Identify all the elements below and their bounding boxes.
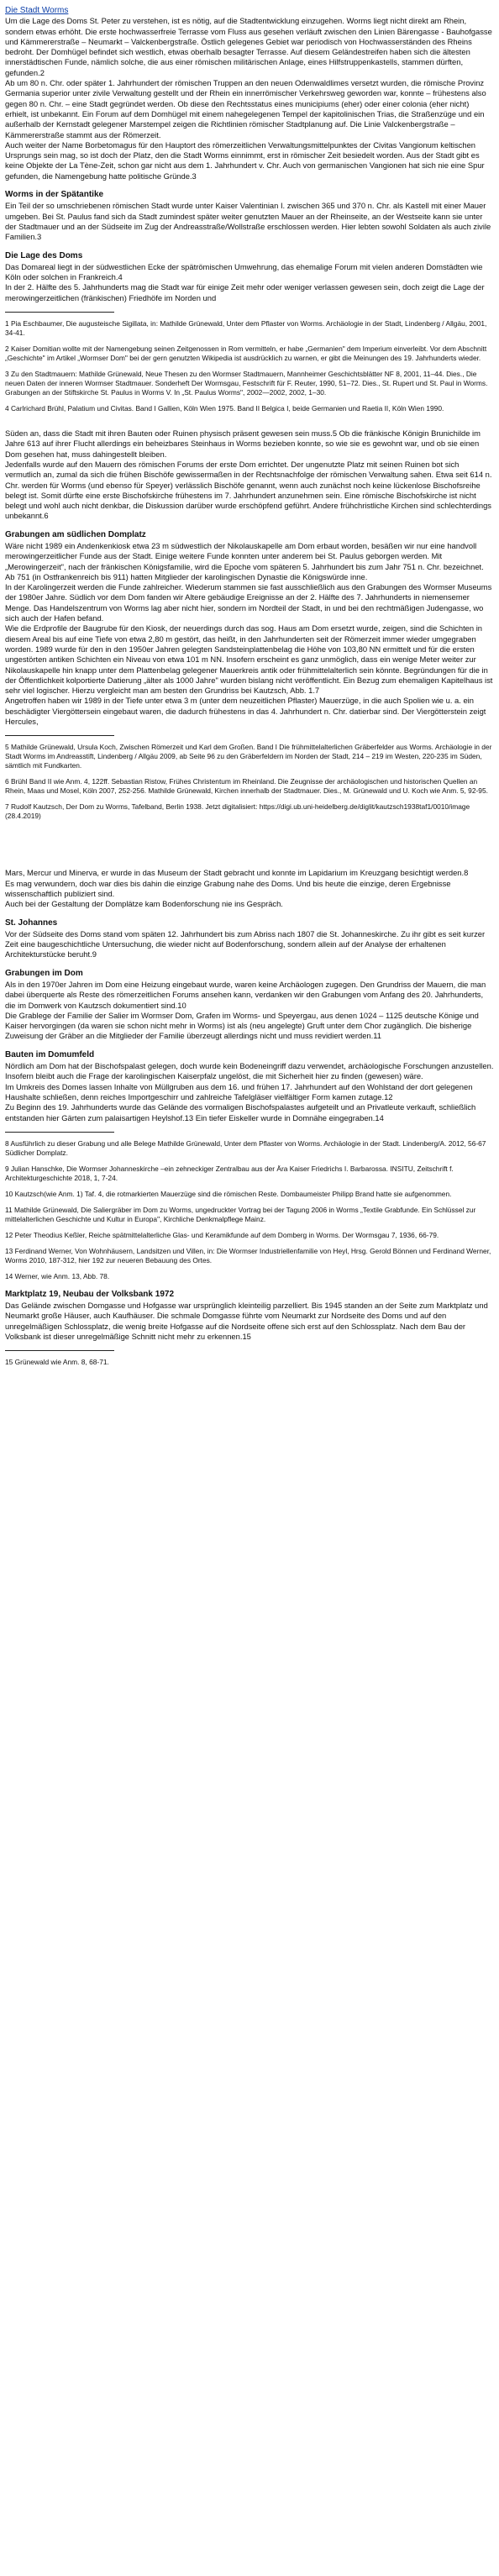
footnote-divider: [5, 1350, 114, 1351]
paragraph: Das Domareal liegt in der südwestlichen Ecke der spätrömischen Umwehrung, das ehemalige Forum mit vielen anderen Domstädten wie Köln oder solchen in Frankreich.4: [5, 261, 483, 282]
paragraph: Es mag verwundern, doch war dies bis dahin die einzige Grabung nahe des Doms. Und bis heute die einzige, deren Ergebnisse wissenschaftlich publiziert sind.: [5, 878, 451, 898]
paragraph: Jedenfalls wurde auf den Mauern des römischen Forums der erste Dom errichtet. Der ungenutzte Platz mit seinen Ruinen bot sich vermutlich an, zumal da sich die frühen Bischöfe gewissermaßen in der Rechtsnachfolge der römischen Verwaltung sahen. Etwa seit 614 n. Chr. werden für Worms (und ebenso für Speyer) verlässlich Bischöfe genannt, wenn auch zunächst noch keine lückenlose Bischofsreihe belegt ist. Somit dürfte eine erste Bischofskirche frühestens im 7. Jahrhundert anzunehmen sein. Eine römische Bischofskirche ist nicht belegt und wohl auch nicht denkbar, die Diskussion darüber wurde erschöpfend geführt. Andere frühchristliche Kirchen sind schlechterdings unbekannt.6: [5, 459, 492, 521]
paragraph: Wie die Erdprofile der Baugrube für den Kiosk, der neuerdings durch das sog. Haus am Dom ersetzt wurde, zeigen, sind die Schichten in diesem Areal bis auf eine Tiefe von etwa 2,80 m gestört, das heißt, in den Jahrhunderten seit der Römerzeit immer wieder umgegraben worden. 1989 wurde für den in den 1950er Jahren gelegten Sandsteinplattenbelag die Höhe von 103,80 NN ermittelt und für die ersten ungestörten antiken Schichten ein Niveau von etwa 101 m NN. Insofern erscheint es ganz unmöglich, dass ein wenige Meter weiter zur Nikolauskapelle hin knapp unter dem Plattenbelag gelegener Mauerkreis antik oder frühmittelalterlich sein könnte. Begründungen für die in der Öffentlichkeit kolportierte Datierung „älter als 1000 Jahre" wurden bislang nicht veröffentlicht. Ein Bezug zum ehemaligen Kapitelhaus ist sehr viel logischer. Hierzu vergleicht man am besten den Grundriss bei Kautzsch, Abb. 1.7: [5, 623, 493, 696]
footnote: 2 Kaiser Domitian wollte mit der Namengebung seinen Zeitgenossen in Rom vermitteln, er habe „Germanien" dem Imperium einverleibt. Vor dem Abschnitt „Geschichte" im Artikel „Wormser Dom" bei der gern genutzten Wikipedia ist ausdrücklich zu warnen, er gibt die Meinungen des 19. Jahrhunderts wieder.: [5, 344, 487, 363]
intro-section: [5, 16, 494, 181]
footnote-divider: [5, 735, 114, 736]
footnote: 9 Julian Hanschke, Die Wormser Johanneskirche –ein zehneckiger Zentralbau aus der Ära Kaiser Friedrichs I. Barbarossa. INSITU, Zeitschrift f. Architekturgeschichte 2018, 1, 7-24.: [5, 1164, 454, 1182]
section-heading: Die Lage des Doms: [5, 250, 83, 260]
footnote: 1 Pia Eschbaumer, Die augusteische Sigillata, in: Mathilde Grünewald, Unter dem Pflaster von Worms. Archäologie in der Stadt, Lindenberg / Allgäu, 2001, 34-41.: [5, 319, 487, 338]
paragraph: Das Gelände zwischen Domgasse und Hofgasse war ursprünglich kleinteilig parzelliert. Bis 1945 standen an der Seite zum Marktplatz und Neumarkt große Häuser, auch Kaufhäuser. Die schmale Domgasse führte vom Neumarkt zur Nordseite des Doms und auf den unregelmäßigen Schlossplatz, die wenig breite Hofgasse auf die Nordseite offene sich erst auf den Schlossplatz. Nach dem Bau der Volksbank ist dieser unregelmäßige Schnitt nicht mehr zu erkennen.15: [5, 1301, 488, 1342]
paragraph: In der Karolingerzeit werden die Funde zahlreicher. Wiederum stammen sie fast ausschließlich aus den Grabungen des Wormser Museums der 1980er Jahre. Südlich vor dem Dom fanden wir Altere gebäudige Ereignisse an der 2. Hälfte des 7. Jahrhunderts in niemensemer Menge. Das Handelszentrum von Worms lag aber nicht hier, sondern im Nordteil der Stadt, in und bei den rechtmäßigen Judengasse, wo sich auch der Hafen befand.: [5, 582, 492, 623]
paragraph: Im Umkreis des Domes lassen Inhalte von Müllgruben aus dem 16. und frühen 17. Jahrhundert auf den Wohlstand der dort gelegenen Haushalte schließen, denn reiches Importgeschirr und zahlreiche Tafelgläser vielfältiger Form kamen zutage.12: [5, 1081, 473, 1101]
section-heading: Worms in der Spätantike: [5, 190, 104, 200]
footnote: 5 Mathilde Grünewald, Ursula Koch, Zwischen Römerzeit und Karl dem Großen. Band I Die frühmittelalterlichen Gräberfelder aus Worms. Archäologie in der Stadt Worms im Andreasstift, Lindenberg / Allgäu 2009, ab Seite 96 zu den Gräberfeldern im Norden der Stadt, 214 – 219 im Westen, 220-235 im Süden, sämtlich mit Fundkarten.: [5, 743, 492, 770]
paragraph: Als in den 1970er Jahren im Dom eine Heizung eingebaut wurde, waren keine Archäologen zugegen. Den Grundriss der Mauern, die man dabei überquerte als Reste des römerzeitlichen Forums ansehen kann, verdanken wir den Grabungen vom Anfang des 20. Jahrhunderts, die im Domwerk von Kautzsch dokumentiert sind.10: [5, 980, 486, 1010]
section-heading: Marktplatz 19, Neubau der Volksbank 1972: [5, 1289, 175, 1299]
paragraph: Wäre nicht 1989 ein Andenkenkiosk etwa 23 m südwestlich der Nikolauskapelle am Dom erbaut worden, besäßen wir nur eine handvoll merowingerzeitlicher Funde aus der Stadt. Einige weitere Funde konnten unter anderem bei St. Paulus geborgen werden. Mit „Merowingerzeit", nach der fränkischen Königsfamilie, wird die Epoche vom späteren 5. Jahrhundert bis zum Jahr 751 n. Chr. bezeichnet. Ab 751 (in Ostfrankenreich bis 911) hatten Mitglieder der karolingischen Dynastie die Königswürde inne.: [5, 540, 484, 581]
page-break: [5, 828, 494, 868]
footnote: 11 Mathilde Grünewald, Die Saliergräber im Dom zu Worms, ungedruckter Vortrag bei der Tagung 2006 in Worms „Textile Grabfunde. Ein Schlüssel zur mittelalterlichen Geschichte und Kultur in Europa", Kirchliche Denkmalpflege Mainz.: [5, 1205, 476, 1223]
footnote: 7 Rudolf Kautzsch, Der Dom zu Worms, Tafelband, Berlin 1938. Jetzt digitalisiert: https://digi.ub.uni-heidelberg.de/diglit/kautzsch1938taf1/0010/image (28.4.2019): [5, 802, 470, 821]
footnote: 8 Ausführlich zu dieser Grabung und alle Belege Mathilde Grünewald, Unter dem Pflaster von Worms. Archäologie in der Stadt. Lindenberg/A. 2012, 56-67 Südlicher Domplatz.: [5, 1138, 486, 1157]
footnote: 15 Grünewald wie Anm. 8, 68-71.: [5, 1358, 109, 1367]
footnote: 10 Kautzsch(wie Anm. 1) Taf. 4, die rotmarkierten Mauerzüge sind die römischen Reste. Dombaumeister Philipp Brand hatte sie aufgenommen.: [5, 1189, 452, 1198]
paragraph: Auch bei der Gestaltung der Domplätze kam Bodenforschung nie ins Gespräch.: [5, 899, 283, 909]
paragraph: In der 2. Hälfte des 5. Jahrhunderts mag die Stadt war für einige Zeit mehr oder weniger verlassen gewesen sein, doch zeigt die Lage der merowingerzeitlichen (fränkischen) Friedhöfe im Norden und: [5, 282, 485, 302]
paragraph: Süden an, dass die Stadt mit ihren Bauten oder Ruinen physisch präsent gewesen sein muss.5 Ob die fränkische Königin Brunichilde im Jahre 613 auf ihrer Flucht allerdings ein beheizbares Steinhaus in Worms bezieben konnte, so wie sie es gewohnt war, und ob sie einen Dom gesehen hat, muss dahingestellt bleiben.: [5, 428, 481, 459]
footnote: 13 Ferdinand Werner, Von Wohnhäusern, Landsitzen und Villen, in: Die Wormser Industriellenfamilie von Heyl, Hrsg. Gerold Bönnen und Ferdinand Werner, Worms 2010, 187-312, hier 192 zur neueren Bebauung des Ortes.: [5, 1246, 491, 1264]
footnote: 4 Carlrichard Brühl, Palatium und Civitas. Band I Gallien, Köln Wien 1975. Band II Belgica I, beide Germanien und Raetia II, Köln Wien 1990.: [5, 404, 444, 413]
footnote: 12 Peter Theodius Keßler, Reiche spätmittelalterliche Glas- und Keramikfunde auf dem Domberg in Worms. Der Wormsgau 7, 1936, 66-79.: [5, 1230, 439, 1239]
paragraph: Um die Lage des Doms St. Peter zu verstehen, ist es nötig, auf die Stadtentwicklung einzugehen. Worms liegt nicht direkt am Rhein, sondern etwas erhöht. Die erste hochwasserfreie Terrasse vom Fluss aus gesehen verläuft zwischen den Linien Bärengasse - Bauhofgasse und Kämmererstraße – Neumarkt – Valckenbergstraße. Östlich gelegenes Gebiet war periodisch von Hochwasserständen des Rheins bedroht. Der Domhügel befindet sich westlich, etwas oberhalb besagter Terrasse. Auf diesem Geländestreifen haben sich die ältesten innerstädtischen Funde, nämlich solche, die aus einer römischen militärischen Anlage, eines Hilfstruppenkastells, stammen dürften, gefunden.2: [5, 16, 492, 77]
footnote: 3 Zu den Stadtmauern: Mathilde Grünewald, Neue Thesen zu den Wormser Stadtmauern, Mannheimer Geschichtsblätter NF 8, 2001, 11–44. Dies., Die neuen Daten der inneren Wormser Stadtmauer. Sonderheft Der Wormsgau, Festschrift für F. Reuter, 1990, 51–72. Dies., St. Rupert und St. Paul in Worms. Grabungen an der Stiftskirche St. Paulus in Worms V. In „St. Paulus Worms", 2002—2002, 2002, 1–30.: [5, 370, 488, 397]
paragraph: Die Grablege der Familie der Salier im Wormser Dom, Grafen im Worms- und Speyergau, aus denen 1024 – 1125 deutsche Könige und Kaiser hervorgingen (da waren sie schon nicht mehr in Worms) ist als (neu angelegte) Gruft unter dem Chor zugänglich. Die bisherige Zuweisung der Gräber an die Mitglieder der Familie überzeugt allerdings nicht und muss revidiert werden.11: [5, 1010, 479, 1041]
paragraph: Mars, Mercur und Minerva, er wurde in das Museum der Stadt gebracht und konnte im Lapidarium im Kreuzgang besichtigt werden.8: [5, 868, 469, 878]
title-link[interactable]: Die Stadt Worms: [5, 6, 69, 15]
paragraph: Vor der Südseite des Doms stand vom späten 12. Jahrhundert bis zum Abriss nach 1807 die St. Johanneskirche. Zu ihr gibt es seit kurzer Zeit eine baugeschichtliche Untersuchung, die wieder nicht auf Bodenforschung, sondern allein auf der Analyse der erhaltenen Architekturstücke beruht.9: [5, 928, 486, 959]
section-heading: Grabungen im Dom: [5, 968, 83, 978]
page-break: [5, 420, 494, 428]
paragraph: Angetroffen haben wir 1989 in der Tiefe unter etwa 3 m (unter dem neuzeitlichen Pflaster) Mauerzüge, in die auch Spolien wie u. a. ein beschädigter Viergöttersein eingebaut waren, die dadurch frühestens in das 4. Jahrhundert n. Chr. datierbar sind. Der Viergötterstein zeigt Hercules,: [5, 696, 486, 727]
section-heading: Grabungen am südlichen Domplatz: [5, 529, 146, 539]
paragraph: Nördlich am Dom hat der Bischofspalast gelegen, doch wurde kein Bodeneingriff dazu verwendet, archäologische Forschungen anzustellen. Insofern bleibt auch die Frage der karolingischen Kaiserpfalz ungelöst, die mit Sicherheit hier zu finden (gewesen) wäre.: [5, 1061, 494, 1081]
section-heading: Bauten im Domumfeld: [5, 1049, 95, 1059]
paragraph: Zu Beginn des 19. Jahrhunderts wurde das Gelände des vormaligen Bischofspalastes aufgeteilt und an Privatleute verkauft, schließlich entstanden hier Gärten zum palaisartigen Heylshof.13 Ein tiefer Eiskeller wurde in Domnähe eingegraben.14: [5, 1102, 476, 1122]
footnote: 6 Brühl Band II wie Anm. 4, 122ff. Sebastian Ristow, Frühes Christentum im Rheinland. Die Zeugnisse der archäologischen und historischen Quellen an Rhein, Maas und Mosel, Köln 2007, 252-256. Mathilde Grünewald, Kirchen innerhalb der Stadtmauer. Dies., M. Grünewald und U. Koch wie Anm. 5, 92-95.: [5, 777, 488, 796]
footnote-divider: [5, 312, 114, 313]
section-heading: St. Johannes: [5, 917, 58, 928]
paragraph: Auch weiter der Name Borbetomagus für den Hauptort des römerzeitlichen Verwaltungsmittelpunktes der Civitas Vangionum keltischen Ursprungs sein mag, so ist doch der Platz, den die Stadt Worms einnimmt, erst in römischer Zeit besiedelt worden. Aus der Stadt gibt es keine Objekte der La Tène-Zeit, schon gar nicht aus dem 1. Jahrhundert v. Chr. Auch von germanischen Vangionen hat sich nie eine Spur gefunden, die Namengebung hatte politische Gründe.3: [5, 139, 485, 181]
footnote-divider: [5, 1132, 114, 1133]
paragraph: Ein Teil der so umschriebenen römischen Stadt wurde unter Kaiser Valentinian I. zwischen 365 und 370 n. Chr. als Kastell mit einer Mauer umgeben. Bei St. Paulus fand sich da Stadt zumindest später weiter genutzten Mauer an der Rheinseite, an der Westseite kann sie unter der Stadtmauer und an der Südseite im Zug der Andreasstraße/Wollstraße erschlossen werden. Hier lebten sowohl Soldaten als auch zivile Familien.3: [5, 201, 491, 242]
paragraph: Ab um 80 n. Chr. oder später 1. Jahrhundert der römischen Truppen an den neuen Odenwaldlimes versetzt wurden, die römische Provinz Germania superior unter zivile Verwaltung gestellt und der Rhein ein innerrömischer Verkehrsweg geworden war, konnte – frühestens also gegen 80 n. Chr. – eine Stadt gegründet werden. Ob diese den Rechtsstatus eines municipiums (eher) oder einer colonia (eher nicht) erhielt, ist unbekannt. Ein Forum auf dem Domhügel mit einem nahegelegenen Tempel der kapitolinischen Trias, die Straßenzüge und ein außerhalb der Kernstadt gelegener Marstempel zeigen die Richtlinien römischer Stadtplanung auf. Die Linie Valckenbergstraße – Kämmererstraße stammt aus der Römerzeit.: [5, 78, 486, 139]
footnote: 14 Werner, wie Anm. 13, Abb. 78.: [5, 1271, 110, 1280]
